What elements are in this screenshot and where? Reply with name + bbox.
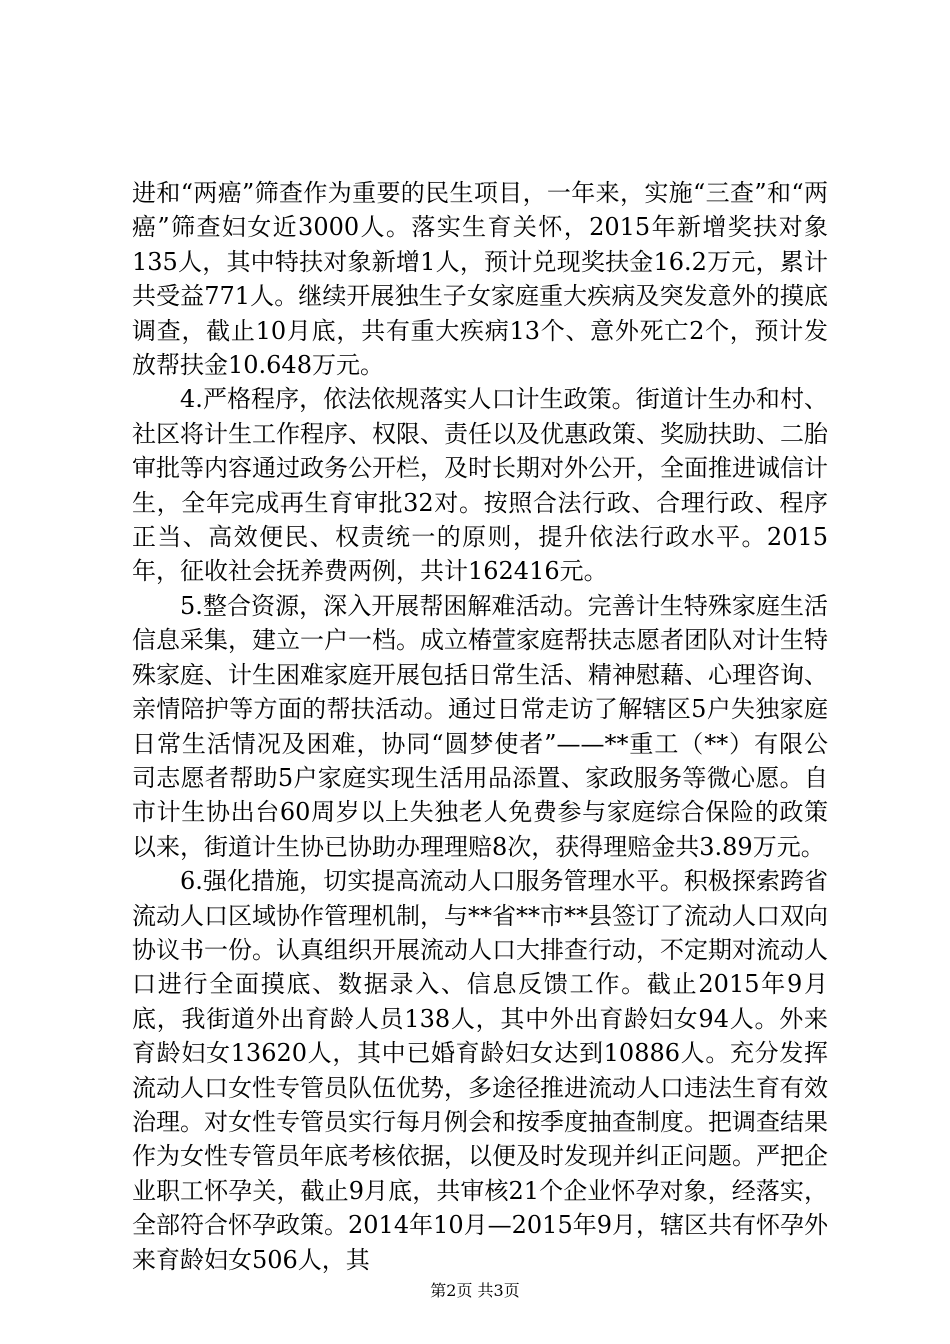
paragraph-item-4: 4.严格程序，依法依规落实人口计生政策。街道计生办和村、社区将计生工作程序、权限、责任以及优惠政策、奖励扶助、二胎审批等内容通过政务公开栏，及时长期对外公开，全面推进诚信计生，全年完成再生育审批32对。按照合法行政、合理行政、程序正当、高效便民、权责统一的原则，提升依法行政水平。2015年，征收社会抚养费两例，共计162416元。 [132, 385, 828, 586]
paragraph-item-6: 6.强化措施，切实提高流动人口服务管理水平。积极探索跨省流动人口区域协作管理机制，与**省**市**县签订了流动人口双向协议书一份。认真组织开展流动人口大排查行动，不定期对流动人口进行全面摸底、数据录入、信息反馈工作。截止2015年9月底，我街道外出育龄人员138人，其中外出育龄妇女94人。外来育龄妇女13620人，其中已婚育龄妇女达到10886人。充分发挥流动人口女性专管员队伍优势，多途径推进流动人口违法生育有效治理。对女性专管员实行每月例会和按季度抽查制度。把调查结果作为女性专管员年底考核依据，以便及时发现并纠正问题。严把企业职工怀孕关，截止9月底，共审核21个企业怀孕对象，经落实，全部符合怀孕政策。2014年10月—2015年9月，辖区共有怀孕外来育龄妇女506人，其 [132, 867, 828, 1274]
document-body [132, 176, 828, 1277]
paragraph-item-5: 5.整合资源，深入开展帮困解难活动。完善计生特殊家庭生活信息采集，建立一户一档。成立椿萱家庭帮扶志愿者团队对计生特殊家庭、计生困难家庭开展包括日常生活、精神慰藉、心理咨询、亲情陪护等方面的帮扶活动。通过日常走访了解辖区5户失独家庭日常生活情况及困难，协同“圆梦使者”——**重工（**）有限公司志愿者帮助5户家庭实现生活用品添置、家政服务等微心愿。自市计生协出台60周岁以上失独老人免费参与家庭综合保险的政策以来，街道计生协已协助办理理赔8次，获得理赔金共3.89万元。 [132, 591, 828, 861]
paragraph-continuation: 进和“两癌”筛查作为重要的民生项目，一年来，实施“三查”和“两癌”筛查妇女近3000人。落实生育关怀，2015年新增奖扶对象135人，其中特扶对象新增1人，预计兑现奖扶金16.2万元，累计共受益771人。继续开展独生子女家庭重大疾病及突发意外的摸底调查，截止10月底，共有重大疾病13个、意外死亡2个，预计发放帮扶金10.648万元。 [132, 179, 828, 380]
page-footer: 第2页 共3页 [430, 1281, 520, 1300]
